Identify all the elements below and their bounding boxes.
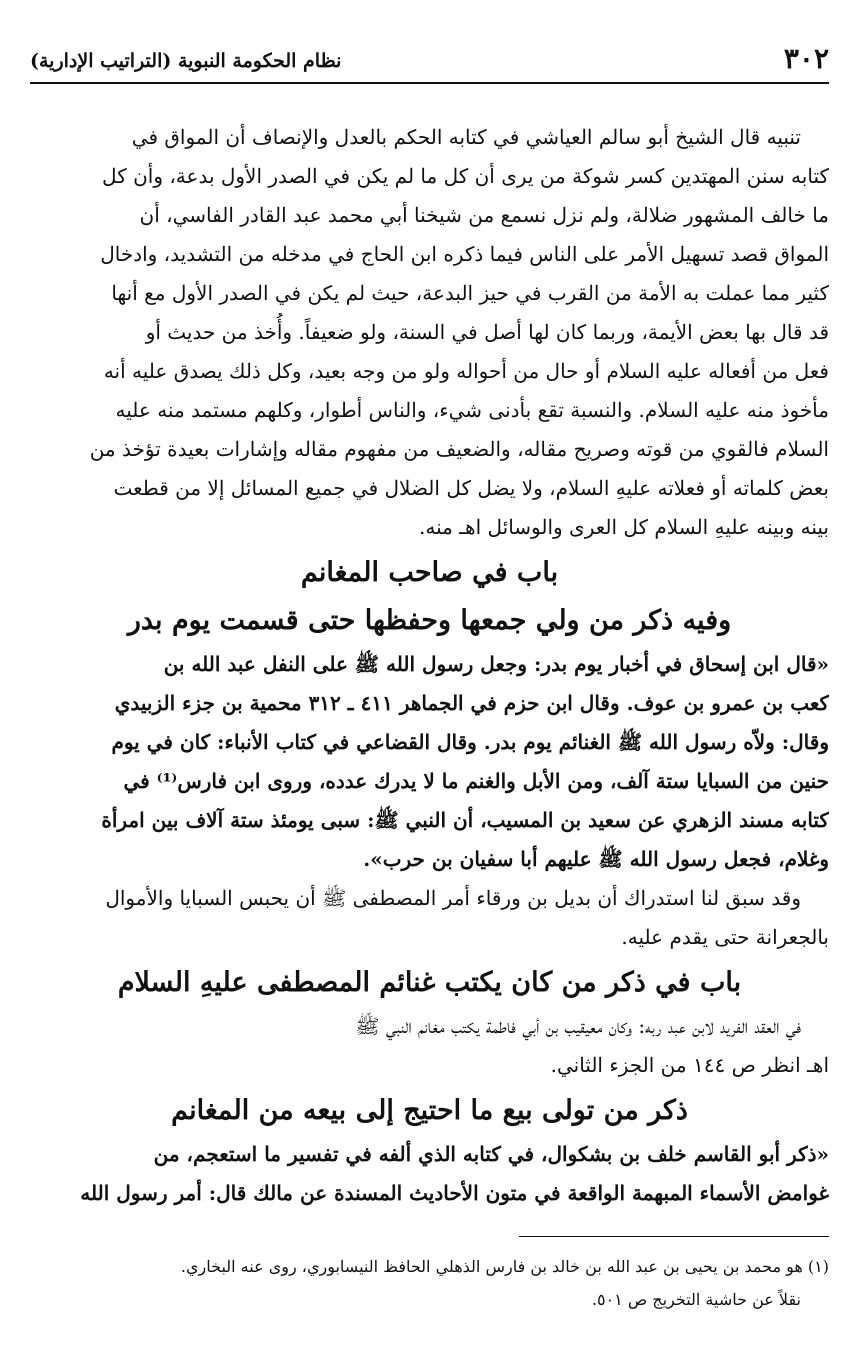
page-header [30, 40, 829, 84]
text-line: كتابه سنن المهتدين كسر شوكة من يرى أن كل ما لم يكن في الصدر الأول بدعة، وأن كل [102, 164, 829, 188]
text-line: تنبيه قال الشيخ أبو سالم العياشي في كتابه الحكم بالعدل والإنصاف أن المواق في [131, 125, 801, 149]
text-line: المواق قصد تسهيل الأمر على الناس فيما ذكره ابن الحاج في مدخله من التشديد، وادخال [100, 242, 829, 266]
footnote-divider [519, 1236, 829, 1237]
text-line: وغلام، فجعل رسول الله ﷺ عليهم أبا سفيان بن حرب». [363, 847, 829, 871]
text-line: «قال ابن إسحاق في أخبار يوم بدر: وجعل رسول الله ﷺ على النفل عبد الله بن [163, 652, 829, 676]
text-line: كعب بن عمرو بن عوف. وقال ابن حزم في الجماهر ٤١١ ـ ٣١٢ محمية بن جزء الزبيدي [114, 691, 829, 715]
text-line: بعض كلماته أو فعلاته عليهِ السلام، ولا يضل كل الضلال في جميع المسائل إلا من قطعت [113, 476, 829, 500]
text-line: وقد سبق لنا استدراك أن بديل بن ورقاء أمر المصطفى ﷺ أن يحبس السبايا والأموال [105, 886, 801, 910]
footnote-1-continuation: نقلاً عن حاشية التخريج ص ٥٠١. [591, 1290, 801, 1309]
text-line: غوامض الأسماء المبهمة الواقعة في متون الأحاديث المسندة عن مالك قال: أمر رسول الله [80, 1181, 829, 1205]
text-line: بالجعرانة حتى يقدم عليه. [621, 925, 829, 949]
paragraph-istidrak [30, 879, 829, 957]
section-subheading: وفيه ذكر من ولي جمعها وحفظها حتى قسمت يوم بدر [127, 605, 732, 636]
running-title: نظام الحكومة النبوية (التراتيب الإدارية) [30, 50, 342, 72]
footnote-1: (١) هو محمد بن يحيى بن عبد الله بن خالد بن فارس الذهلي الحافظ النيسابوري، روى عنه البخاري. [180, 1257, 829, 1276]
text-line: في العقد الفريد لابن عبد ربه: وكان معيقيب بن أبي فاطمة يكتب مغانم النبي ﷺ [355, 1014, 801, 1038]
paragraph-tanbih [30, 118, 829, 547]
text-line: قد قال بها بعض الأيمة، وربما كان لها أصل في السنة، ولو ضعيفاً. وأُخذ من حديث أو [145, 320, 829, 344]
text-line: السلام فالقوي من قوته وصريح مقاله، والضعيف من مفهوم مقاله وإشارات بعيدة تؤخذ من [89, 437, 829, 461]
paragraph-ibn-ishaq [30, 645, 829, 879]
text-line: مأخوذ منه عليه السلام. والنسبة تقع بأدنى شيء، والناس أطوار، وكلهم مستمد منه عليه [115, 398, 829, 422]
page-body [30, 118, 829, 1213]
text-line: وقال: ولاّه رسول الله ﷺ الغنائم يوم بدر. وقال القضاعي في كتاب الأنباء: كان في يوم [111, 730, 829, 754]
text-line: فعل من أفعاله عليه السلام أو حال من أحواله ولو من وجه بعيد، وكل ذلك يصدق عليه أنه [103, 359, 829, 383]
footnotes [30, 1250, 829, 1316]
text-line: كتابه مسند الزهري عن سعيد بن المسيب، أن النبي ﷺ: سبى يومئذ ستة آلاف بين امرأة [101, 808, 829, 832]
section-heading: باب في صاحب المغانم [300, 557, 559, 588]
text-line: اهـ انظر ص ١٤٤ من الجزء الثاني. [550, 1053, 829, 1077]
paragraph-iqd-farid [30, 1007, 829, 1085]
text-line: كثير مما عملت به الأمة من القرب في حيز البدعة، حيث لم يكن في الصدر الأول مع أنها [111, 281, 829, 305]
text-line: «ذكر أبو القاسم خلف بن بشكوال، في كتابه الذي ألفه في تفسير ما استعجم، من [153, 1142, 829, 1166]
text-line: ما خالف المشهور ضلالة، ولم نزل نسمع من شيخنا أبي محمد عبد القادر الفاسي، أن [139, 203, 829, 227]
page-number: ٣٠٢ [783, 42, 829, 75]
text-line: حنين من السبايا ستة آلف، ومن الأبل والغنم ما لا يدرك عدده، وروى ابن فارس⁽¹⁾ في [123, 769, 829, 793]
section-heading: باب في ذكر من كان يكتب غنائم المصطفى عليهِ السلام [117, 967, 742, 998]
paragraph-ibn-bashkuwal [30, 1135, 829, 1213]
section-heading: ذكر من تولى بيع ما احتيج إلى بيعه من المغانم [171, 1095, 688, 1126]
text-line: بينه وبينه عليهِ السلام كل العرى والوسائل اهـ منه. [418, 515, 829, 539]
